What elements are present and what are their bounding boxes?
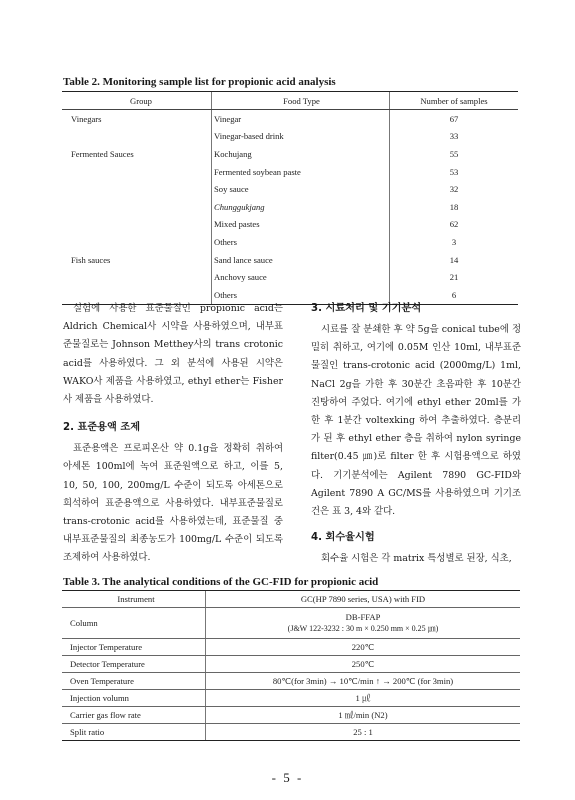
table-cell-count: 32: [390, 180, 519, 198]
section-4-paragraph: 회수율 시험은 각 matrix 특성별로 된장, 식초,: [321, 553, 512, 565]
section-3-paragraph: 시료를 잘 분쇄한 후 약 5g을 conical tube에 정밀히 취하고, 여기에 0.05M 인산 10ml, 내부표준물질인 trans-crotonic acid (2000mg/L) 1ml, NaCl 2g을 가한 후 30분간 초음파한 후 10분간 진탕하여 주었다. 여기에 ethyl ether 20ml를 가한 후 1분간 voltexking 하여 추출하였다. 층분리가 된 후 ethyl ether 층을 취하여 nylon syringe filter(0.45 ㎛)로 filter 한 후 시험용액으로 하였다. 기기분석에는 Agilent 7890 GC-FID와 Agilent 7890 A GC/MS를 사용하였으며 기기조건은 표 3, 4와 같다.: [311, 324, 521, 518]
table-cell-value: 220℃: [206, 639, 521, 656]
table-cell-food: Others: [212, 233, 390, 251]
table-row: [62, 145, 518, 163]
table-cell-group: Fermented Sauces: [71, 148, 134, 159]
table-row: [62, 110, 518, 128]
table-cell-count: 18: [390, 198, 519, 216]
table2: [62, 91, 518, 305]
table-cell-label: Oven Temperature: [62, 673, 206, 690]
left-text-column: [63, 300, 283, 568]
table-cell-food: Chunggukjang: [212, 198, 390, 216]
table-row: [62, 216, 518, 234]
section-2-heading: 2. 표준용액 조제: [63, 422, 141, 434]
table-cell-food: Anchovy sauce: [212, 268, 390, 286]
section-4-heading: 4. 회수율시험: [311, 532, 375, 544]
table-cell-count: 62: [390, 216, 519, 234]
table-row: [62, 608, 520, 639]
table-cell-food: Mixed pastes: [212, 216, 390, 234]
table-cell-food: Kochujang: [212, 145, 390, 163]
table-cell-count: 33: [390, 128, 519, 146]
table-cell-label: Injector Temperature: [62, 639, 206, 656]
table-row: [62, 198, 518, 216]
table-cell-label: Column: [62, 608, 206, 639]
table2-header-group: Group: [62, 92, 212, 110]
table-cell-value: 1 ㎖/min (N2): [206, 707, 521, 724]
table-row: [62, 268, 518, 286]
table-cell-group: [62, 233, 212, 251]
table-row: [62, 180, 518, 198]
section-2-paragraph: 표준용액은 프로피온산 약 0.1g을 정확히 취하여 아세톤 100ml에 녹여 표준원액으로 하고, 이를 5, 10, 50, 100, 200mg/L 수준이 되도록 아세톤으로 희석하여 표준용액으로 사용하였다. 내부표준물질로 trans-crotonic acid를 사용하였는데, 표준물질 중 내부표준물질의 최종농도가 100mg/L 수준이 되도록 조제하여 사용하였다.: [63, 443, 283, 564]
table-cell-food: Fermented soybean paste: [212, 163, 390, 181]
page-number: - 5 -: [271, 770, 304, 785]
section-3-heading: 3. 시료처리 및 기기분석: [311, 303, 422, 314]
table-row: [62, 690, 520, 707]
table3-caption: Table 3. The analytical conditions of the GC-FID for propionic acid: [63, 576, 379, 588]
table-row: [62, 639, 520, 656]
table-cell-value: 80℃(for 3min) → 10℃/min ↑ → 200℃ (for 3min): [206, 673, 521, 690]
column-name: DB-FFAP: [345, 612, 381, 622]
table3: [62, 590, 520, 741]
table-cell-count: 6: [390, 286, 519, 304]
table-row: [62, 163, 518, 181]
table-cell-group: Fish sauces: [71, 254, 111, 265]
table-cell-food: Vinegar: [212, 110, 390, 128]
table-row: [62, 707, 520, 724]
table-cell-label: Detector Temperature: [62, 656, 206, 673]
table-cell-label: Split ratio: [62, 724, 206, 741]
table-cell-count: 55: [390, 145, 519, 163]
table-cell-group: [62, 180, 212, 198]
right-text-column: [311, 300, 521, 568]
table2-header-count: Number of samples: [390, 92, 519, 110]
table-cell-group: [62, 268, 212, 286]
table-cell-label: Injection volumn: [62, 690, 206, 707]
table-cell-count: 53: [390, 163, 519, 181]
table2-header-food-type: Food Type: [212, 92, 390, 110]
table-row: [62, 251, 518, 269]
table-row: [62, 128, 518, 146]
table-cell-group: [62, 198, 212, 216]
table-cell-value: [206, 608, 521, 639]
table-cell-group: [62, 163, 212, 181]
table3-header-row: [62, 591, 520, 608]
table2-header-row: [62, 92, 518, 110]
table-cell-label: Carrier gas flow rate: [62, 707, 206, 724]
table-cell-group: [62, 128, 212, 146]
intro-paragraph: 실험에 사용한 표준물질인 propionic acid는 Aldrich Chemical사 시약을 사용하였으며, 내부표준물질로는 Johnson Metthey사의 trans crotonic acid를 사용하였다. 그 외 분석에 사용된 시약은 WAKO사 제품을 사용하였고, ethyl ether는 Fisher사 제품을 사용하였다.: [63, 303, 283, 406]
table-cell-count: 3: [390, 233, 519, 251]
table-cell-food: Vinegar-based drink: [212, 128, 390, 146]
column-spec: (J&W 122-3232 : 30 m × 0.250 mm × 0.25 ㎛): [287, 624, 439, 633]
table-cell-count: 67: [390, 110, 519, 128]
table2-caption: Table 2. Monitoring sample list for propionic acid analysis: [63, 76, 336, 88]
table3-header-instrument-name: GC(HP 7890 series, USA) with FID: [206, 591, 521, 608]
table-row: [62, 656, 520, 673]
table-cell-group: [62, 216, 212, 234]
table-cell-count: 14: [390, 251, 519, 269]
table-cell-value: 25 : 1: [206, 724, 521, 741]
table-cell-food: Others: [212, 286, 390, 304]
table-row: [62, 724, 520, 741]
table-cell-value: 1 ㎕: [206, 690, 521, 707]
table-cell-food: Sand lance sauce: [212, 251, 390, 269]
table-row: [62, 233, 518, 251]
table-cell-group: Vinegars: [71, 113, 102, 124]
table3-header-instrument: Instrument: [62, 591, 206, 608]
table-cell-count: 21: [390, 268, 519, 286]
table-row: [62, 673, 520, 690]
table-cell-value: 250℃: [206, 656, 521, 673]
table-cell-food: Soy sauce: [212, 180, 390, 198]
